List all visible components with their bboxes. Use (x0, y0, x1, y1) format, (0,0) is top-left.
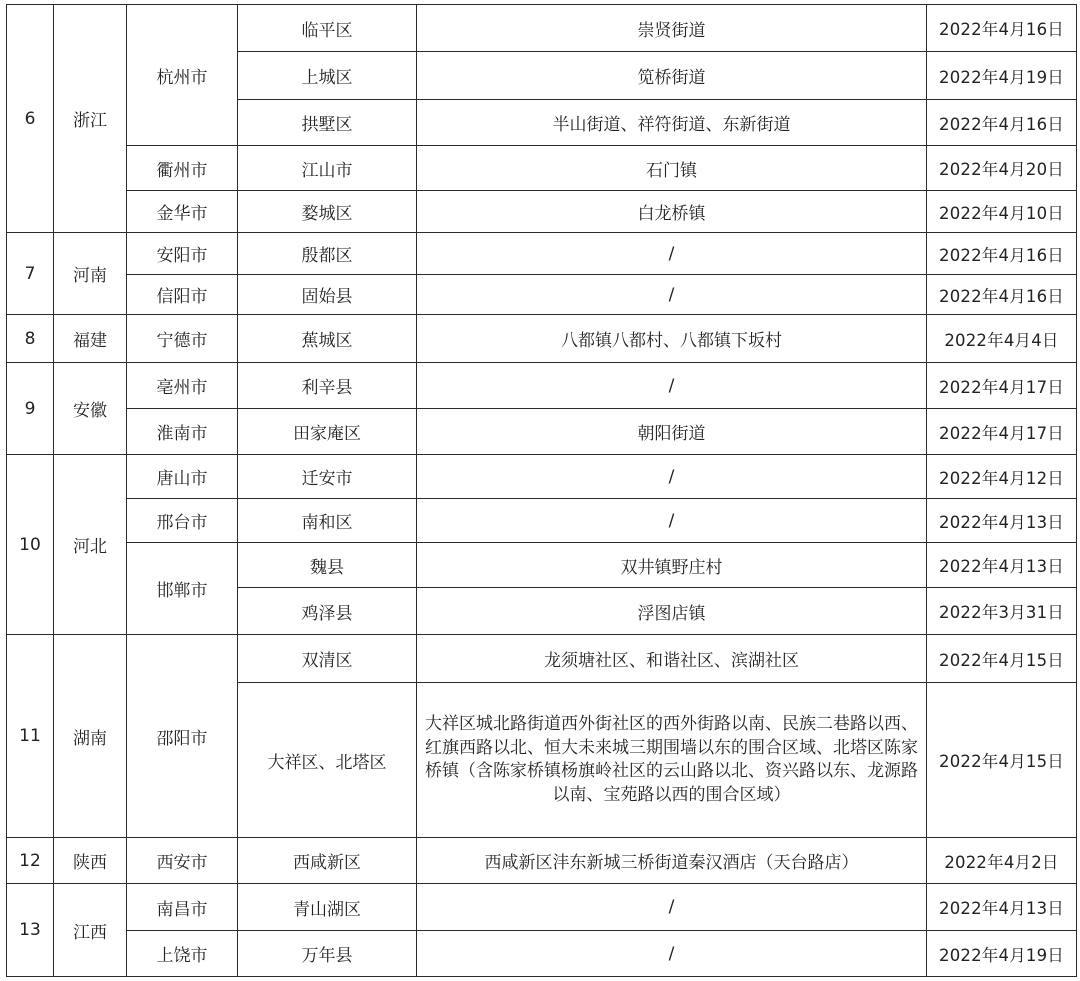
city-cell: 邵阳市 (127, 635, 238, 838)
date-cell: 2022年4月10日 (927, 191, 1077, 233)
district-cell: 固始县 (238, 275, 417, 315)
area-cell: / (417, 931, 927, 977)
city-cell: 西安市 (127, 838, 238, 884)
province-cell: 安徽 (54, 363, 127, 455)
city-cell: 安阳市 (127, 233, 238, 275)
date-cell: 2022年4月16日 (927, 275, 1077, 315)
table-row (7, 409, 1077, 455)
area-cell: 双井镇野庄村 (417, 543, 927, 588)
date-cell: 2022年4月13日 (927, 499, 1077, 543)
table-row (7, 363, 1077, 409)
district-cell: 迁安市 (238, 455, 417, 499)
province-cell: 河南 (54, 233, 127, 315)
city-cell: 南昌市 (127, 884, 238, 931)
city-cell: 衢州市 (127, 146, 238, 191)
table-row (7, 543, 1077, 588)
row-number-cell: 8 (7, 315, 54, 363)
district-cell: 婺城区 (238, 191, 417, 233)
district-cell: 江山市 (238, 146, 417, 191)
table-row (7, 838, 1077, 884)
date-cell: 2022年3月31日 (927, 588, 1077, 635)
district-cell: 青山湖区 (238, 884, 417, 931)
area-cell: 浮图店镇 (417, 588, 927, 635)
row-number-cell: 9 (7, 363, 54, 455)
table-row (7, 315, 1077, 363)
date-cell: 2022年4月19日 (927, 931, 1077, 977)
district-cell: 魏县 (238, 543, 417, 588)
table-row (7, 5, 1077, 52)
province-cell: 浙江 (54, 5, 127, 233)
area-cell: / (417, 884, 927, 931)
city-cell: 邯郸市 (127, 543, 238, 635)
district-cell: 殷都区 (238, 233, 417, 275)
area-cell: / (417, 499, 927, 543)
row-number-cell: 7 (7, 233, 54, 315)
risk-areas-table (6, 4, 1077, 977)
city-cell: 淮南市 (127, 409, 238, 455)
date-cell: 2022年4月17日 (927, 363, 1077, 409)
date-cell: 2022年4月16日 (927, 233, 1077, 275)
table-row (7, 931, 1077, 977)
district-cell: 双清区 (238, 635, 417, 683)
date-cell: 2022年4月15日 (927, 635, 1077, 683)
district-cell: 拱墅区 (238, 100, 417, 146)
district-cell: 鸡泽县 (238, 588, 417, 635)
area-cell: 朝阳街道 (417, 409, 927, 455)
province-cell: 陕西 (54, 838, 127, 884)
row-number-cell: 10 (7, 455, 54, 635)
area-cell: 八都镇八都村、八都镇下坂村 (417, 315, 927, 363)
area-cell: / (417, 233, 927, 275)
area-cell: 白龙桥镇 (417, 191, 927, 233)
area-cell: 西咸新区沣东新城三桥街道秦汉酒店（天台路店） (417, 838, 927, 884)
province-cell: 河北 (54, 455, 127, 635)
date-cell: 2022年4月16日 (927, 5, 1077, 52)
province-cell: 福建 (54, 315, 127, 363)
province-cell: 江西 (54, 884, 127, 977)
city-cell: 金华市 (127, 191, 238, 233)
area-cell: 崇贤街道 (417, 5, 927, 52)
row-number-cell: 12 (7, 838, 54, 884)
table-row (7, 455, 1077, 499)
table-row (7, 275, 1077, 315)
area-cell: 龙须塘社区、和谐社区、滨湖社区 (417, 635, 927, 683)
area-cell: 半山街道、祥符街道、东新街道 (417, 100, 927, 146)
city-cell: 宁德市 (127, 315, 238, 363)
province-cell: 湖南 (54, 635, 127, 838)
date-cell: 2022年4月19日 (927, 52, 1077, 100)
table-row (7, 191, 1077, 233)
date-cell: 2022年4月13日 (927, 543, 1077, 588)
city-cell: 杭州市 (127, 5, 238, 146)
date-cell: 2022年4月4日 (927, 315, 1077, 363)
district-cell: 南和区 (238, 499, 417, 543)
date-cell: 2022年4月13日 (927, 884, 1077, 931)
table-row (7, 146, 1077, 191)
district-cell: 蕉城区 (238, 315, 417, 363)
district-cell: 田家庵区 (238, 409, 417, 455)
city-cell: 邢台市 (127, 499, 238, 543)
city-cell: 信阳市 (127, 275, 238, 315)
district-cell: 利辛县 (238, 363, 417, 409)
city-cell: 亳州市 (127, 363, 238, 409)
area-cell: / (417, 455, 927, 499)
district-cell: 西咸新区 (238, 838, 417, 884)
date-cell: 2022年4月12日 (927, 455, 1077, 499)
date-cell: 2022年4月15日 (927, 683, 1077, 838)
area-cell: / (417, 275, 927, 315)
district-cell: 临平区 (238, 5, 417, 52)
row-number-cell: 6 (7, 5, 54, 233)
date-cell: 2022年4月16日 (927, 100, 1077, 146)
city-cell: 上饶市 (127, 931, 238, 977)
row-number-cell: 11 (7, 635, 54, 838)
district-cell: 上城区 (238, 52, 417, 100)
table-row (7, 635, 1077, 683)
district-cell: 大祥区、北塔区 (238, 683, 417, 838)
row-number-cell: 13 (7, 884, 54, 977)
district-cell: 万年县 (238, 931, 417, 977)
table-row (7, 884, 1077, 931)
area-cell: 大祥区城北路街道西外街社区的西外街路以南、民族二巷路以西、红旗西路以北、恒大未来城三期围墙以东的围合区域、北塔区陈家桥镇（含陈家桥镇杨旗岭社区的云山路以北、资兴路以东、龙源路以南、宝苑路以西的围合区域） (417, 683, 927, 838)
date-cell: 2022年4月2日 (927, 838, 1077, 884)
date-cell: 2022年4月20日 (927, 146, 1077, 191)
area-cell: 石门镇 (417, 146, 927, 191)
date-cell: 2022年4月17日 (927, 409, 1077, 455)
table-row (7, 233, 1077, 275)
city-cell: 唐山市 (127, 455, 238, 499)
area-cell: / (417, 363, 927, 409)
table-row (7, 499, 1077, 543)
area-cell: 笕桥街道 (417, 52, 927, 100)
